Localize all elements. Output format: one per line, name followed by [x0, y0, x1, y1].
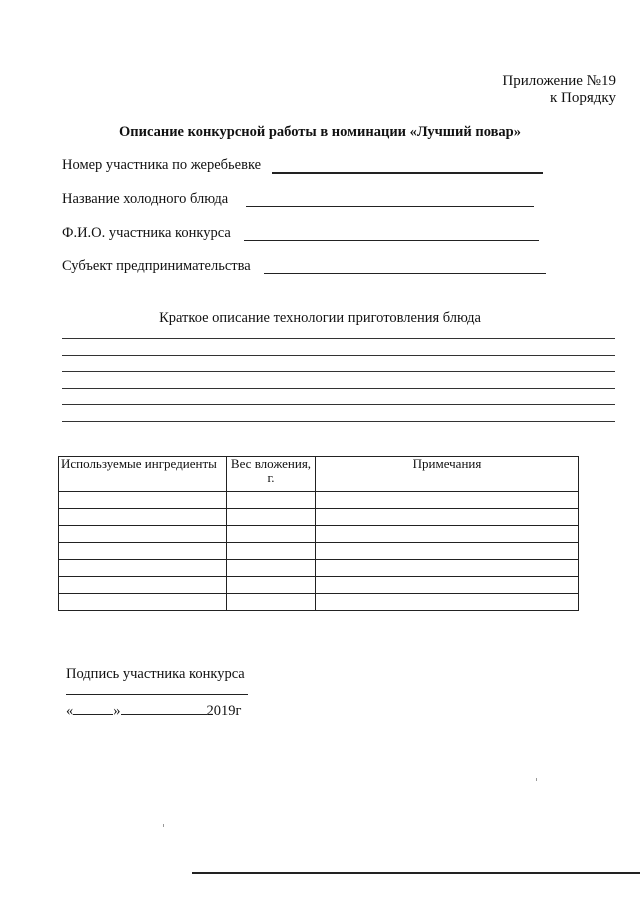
- table-row: [59, 594, 579, 611]
- cell-notes[interactable]: [316, 509, 579, 526]
- scan-edge-line: [192, 872, 640, 874]
- cell-notes[interactable]: [316, 560, 579, 577]
- header-notes: Примечания: [316, 457, 579, 492]
- cell-ingredient[interactable]: [59, 526, 227, 543]
- table-row: [59, 526, 579, 543]
- description-line[interactable]: [62, 355, 615, 356]
- description-heading: Краткое описание технологии приготовления блюда: [159, 310, 481, 326]
- header-weight: Вес вложения, г.: [227, 457, 316, 492]
- date-month-blank[interactable]: [121, 714, 207, 715]
- signature-line[interactable]: [66, 694, 248, 695]
- cell-ingredient[interactable]: [59, 492, 227, 509]
- description-line[interactable]: [62, 404, 615, 405]
- field-participant-name-label: Ф.И.О. участника конкурса: [62, 225, 231, 241]
- appendix-number: Приложение №19: [502, 73, 616, 89]
- document-title: Описание конкурсной работы в номинации «Лучший повар»: [118, 124, 521, 140]
- scan-speck: [163, 824, 164, 827]
- field-business-entity-label: Субъект предпринимательства: [62, 258, 251, 274]
- cell-weight[interactable]: [227, 509, 316, 526]
- date-open-quote: «: [66, 703, 74, 719]
- date-row: [66, 703, 241, 720]
- header-ingredients: Используемые ингредиенты: [59, 457, 227, 492]
- date-year: 2019г: [206, 703, 242, 719]
- table-row: [59, 509, 579, 526]
- cell-weight[interactable]: [227, 492, 316, 509]
- scan-speck: [536, 778, 537, 781]
- cell-notes[interactable]: [316, 492, 579, 509]
- table-row: [59, 543, 579, 560]
- cell-ingredient[interactable]: [59, 560, 227, 577]
- table-row: [59, 492, 579, 509]
- appendix-order: к Порядку: [550, 90, 616, 106]
- cell-ingredient[interactable]: [59, 509, 227, 526]
- signature-label: Подпись участника конкурса: [66, 666, 245, 682]
- description-line[interactable]: [62, 371, 615, 372]
- description-line[interactable]: [62, 388, 615, 389]
- cell-notes[interactable]: [316, 594, 579, 611]
- date-close-quote: »: [113, 703, 121, 719]
- cell-weight[interactable]: [227, 560, 316, 577]
- cell-notes[interactable]: [316, 526, 579, 543]
- description-line[interactable]: [62, 421, 615, 422]
- field-participant-number-line[interactable]: [272, 172, 543, 174]
- cell-weight[interactable]: [227, 526, 316, 543]
- cell-weight[interactable]: [227, 543, 316, 560]
- cell-weight[interactable]: [227, 577, 316, 594]
- cell-notes[interactable]: [316, 543, 579, 560]
- cell-weight[interactable]: [227, 594, 316, 611]
- cell-ingredient[interactable]: [59, 577, 227, 594]
- appendix-reference: [502, 73, 616, 107]
- field-dish-name-label: Название холодного блюда: [62, 191, 229, 207]
- table-row: [59, 577, 579, 594]
- cell-ingredient[interactable]: [59, 543, 227, 560]
- field-dish-name-line[interactable]: [246, 206, 534, 207]
- description-line[interactable]: [62, 338, 615, 339]
- cell-notes[interactable]: [316, 577, 579, 594]
- table-header-row: [59, 457, 579, 492]
- date-day-blank[interactable]: [73, 714, 113, 715]
- field-participant-name-line[interactable]: [244, 240, 539, 241]
- cell-ingredient[interactable]: [59, 594, 227, 611]
- ingredients-table: [58, 456, 579, 611]
- field-participant-number-label: Номер участника по жеребьевке: [62, 157, 262, 173]
- table-row: [59, 560, 579, 577]
- field-business-entity-line[interactable]: [264, 273, 546, 274]
